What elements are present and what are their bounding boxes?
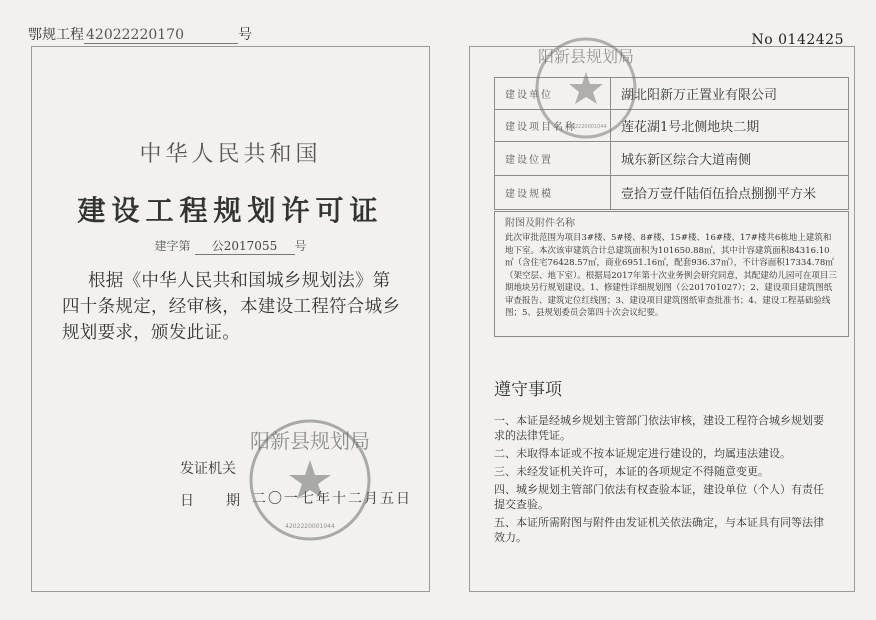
rules-title: 遵守事项 [494, 380, 562, 400]
issue-date: 二〇一七年十二月五日 [252, 491, 412, 507]
row-label: 建设项目名称 [495, 110, 611, 142]
official-seal-left [248, 418, 372, 542]
attachment-section [494, 211, 849, 337]
attachment-title: 附图及附件名称 [505, 218, 575, 229]
row-value: 城东新区综合大道南侧 [611, 142, 849, 176]
country-name: 中华人民共和国 [139, 142, 322, 167]
permit-number-header [28, 24, 252, 44]
row-value: 壹拾万壹仟陆佰伍拾点捌捌平方米 [611, 176, 849, 210]
row-value: 莲花湖1号北侧地块二期 [611, 110, 849, 142]
serial-number: No 0142425 [751, 32, 844, 48]
rules-list [494, 413, 834, 548]
rule-item: 一、本证是经城乡规划主管部门依法审核，建设工程符合城乡规划要求的法律凭证。 [494, 414, 824, 442]
attachment-text: 此次审批范围为项目3#楼、5#楼、8#楼、15#楼、16#楼、17#楼共6栋地上建筑和地下室。本次该审建筑合计总建筑面积为101650.88㎡，其中计容建筑面积84316.10㎡（含住宅76428.57㎡，商业6951.16㎡，配套936.37㎡），不计容面积17334.78㎡（架空层、地下室）。根据局2017年第十次业务例会研究同意，其配建幼儿园可在项目三期地块另行规划建设。1、修建性详细规划图（公201701027）；2、建设项目建筑图纸审查报告、建筑定位红线图；3、建设项目建筑图纸审查批准书；4、建设工程基础验线图；5、县规划委员会第四十次会议纪要。 [505, 233, 837, 318]
certificate-title: 建设工程规划许可证 [77, 194, 384, 227]
seal-code-left: 4202220001044 [285, 523, 335, 530]
number-suffix: 号 [294, 239, 307, 253]
permit-prefix: 鄂规工程 [28, 27, 84, 43]
issuer-label: 发证机关 [180, 461, 236, 477]
certificate-number [32, 237, 429, 255]
row-label: 建设位置 [495, 142, 611, 176]
rule-item: 三、未经发证机关许可，本证的各项规定不得随意变更。 [494, 465, 769, 478]
permit-number: 42022220170 [84, 27, 238, 44]
body-line-3: 规划要求，颁发此证。 [62, 323, 240, 343]
rule-item: 二、未取得本证或不按本证规定进行建设的，均属违法建设。 [494, 447, 791, 460]
date-label: 日 期 [180, 493, 240, 509]
rule-item: 四、城乡规划主管部门依法有权查验本证，建设单位（个人）有责任提交查验。 [494, 483, 824, 511]
permit-suffix: 号 [238, 27, 252, 43]
seal-text-right: 阳新县规划局 [537, 47, 635, 66]
seal-code-right: 4202220001044 [565, 124, 607, 130]
number-label: 建字第 [154, 239, 191, 253]
number-value: 公2017055 [195, 237, 295, 255]
row-label: 建设规模 [495, 176, 611, 210]
row-label: 建设单位 [495, 78, 611, 110]
rule-item: 五、本证所需附图与附件由发证机关依法确定，与本证具有同等法律效力。 [494, 516, 824, 544]
table-row [495, 142, 849, 176]
body-line-2: 四十条规定，经审核，本建设工程符合城乡 [62, 297, 401, 317]
certificate-body [62, 268, 402, 346]
official-seal-right [534, 36, 638, 140]
body-line-1: 根据《中华人民共和国城乡规划法》第 [88, 271, 391, 291]
seal-text-left: 阳新县规划局 [250, 429, 370, 453]
table-row [495, 176, 849, 210]
row-value: 湖北阳新万正置业有限公司 [611, 78, 849, 110]
